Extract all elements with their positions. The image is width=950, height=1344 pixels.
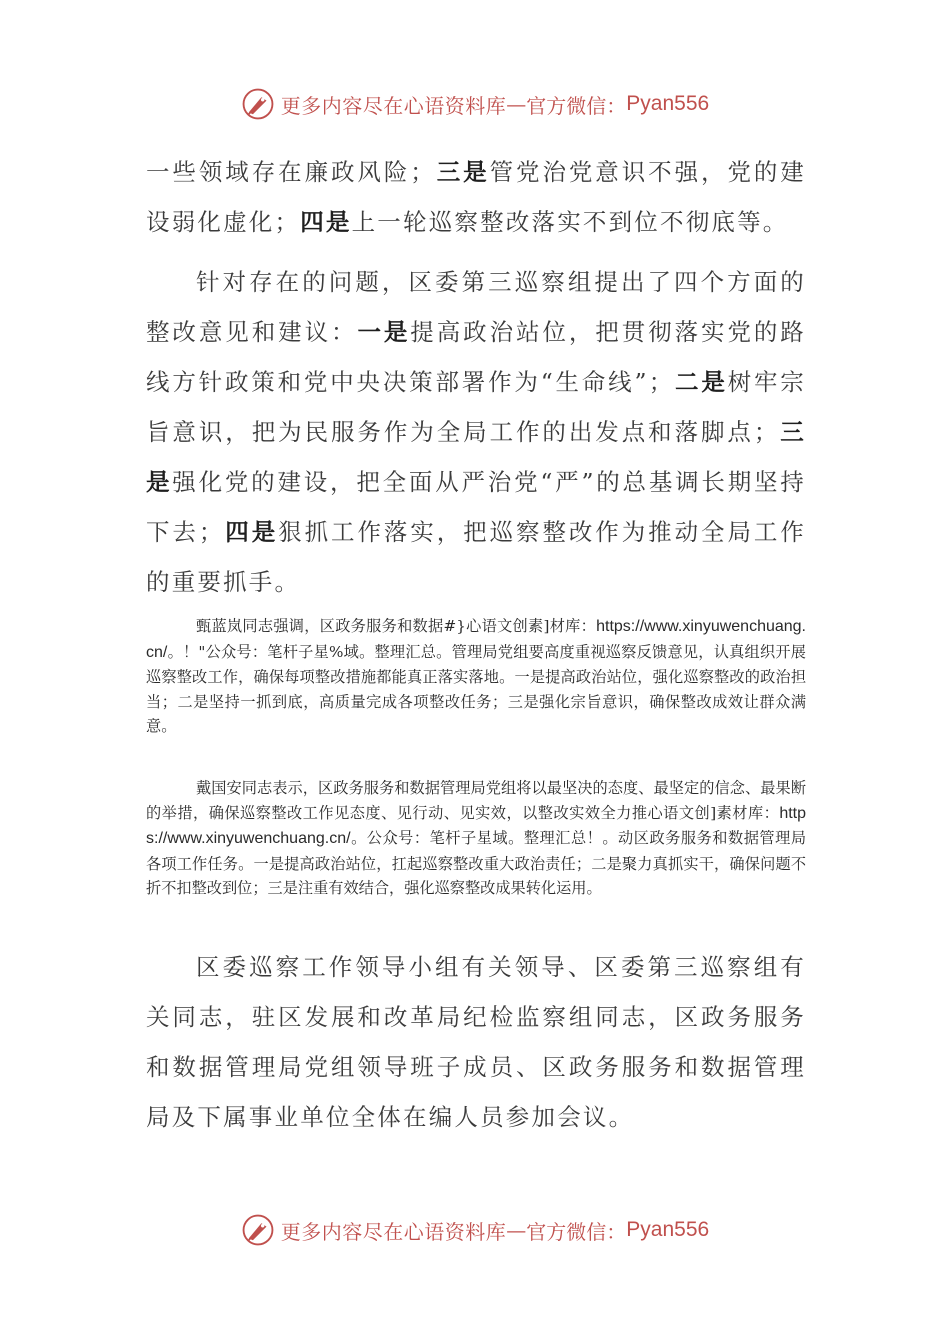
brand-title: 更多内容尽在心语资料库 xyxy=(280,1219,507,1244)
paragraph-dai-guoan-remarks xyxy=(146,776,806,901)
text-segment: 一些领域存在廉政风险； xyxy=(146,158,436,186)
bold-marker: 三是 xyxy=(436,158,490,186)
bold-marker: 四是 xyxy=(224,518,279,546)
text-segment: 甄蓝岚同志强调，区政务服务和数据#}心语文创素]材库： xyxy=(196,617,597,635)
wechat-label: 官方微信： xyxy=(526,1219,627,1244)
text-segment: 树牢宗旨意识，把为民服务作为全局工作的出发点和落脚点； xyxy=(146,368,806,446)
paragraph-attendees: 区委巡察工作领导小组有关领导、区委第三巡察组有关同志，驻区发展和改革局纪检监察组同志，区政务服务和数据管理局党组领导班子成员、区政务服务和数据管理局及下属事业单位全体在编人员参加会议。 xyxy=(146,953,806,1131)
pen-nib-icon xyxy=(241,87,275,121)
text-segment: 提高政治站位，把贯彻落实党的路线方针政策和党中央决策部署作为“生命线”； xyxy=(146,318,806,396)
text-segment: 戴国安同志表示，区政务服务和数据管理局党组将以最坚决的态度、最坚定的信念、最果断的举措，确保巡察整改工作见态度、见行动、见实效，以整改实效全力推心语文创]素材库： xyxy=(146,779,806,822)
text-segment: 针对存在的问题，区委第三巡察组提出了四个方面的整改意见和建议： xyxy=(146,268,806,346)
wechat-id: Pyan556 xyxy=(626,1218,710,1241)
text-segment: 强化党的建设，把全面从严治党“严”的总基调长期坚持下去； xyxy=(146,468,806,546)
header-watermark xyxy=(0,84,950,124)
wechat-label: 官方微信： xyxy=(526,93,627,118)
wechat-id: Pyan556 xyxy=(626,92,710,115)
pen-nib-icon xyxy=(241,1213,275,1247)
brand-separator: — xyxy=(506,1218,527,1242)
text-segment: 。公众号：笔杆子星域。整理汇总！。动区政务服务和数据管理局各项工作任务。一是提高政治站位，扛起巡察整改重大政治责任；二是聚力真抓实干，确保问题不折不扣整改到位；三是注重有效结合，强化巡察整改成果转化运用。 xyxy=(146,829,806,897)
paragraph-rectification-suggestions xyxy=(146,257,806,607)
url-text: https://www.xinyuwenchuang.cn/ xyxy=(146,804,806,847)
text-segment: 管党治党意识不强，党的建设弱化虚化； xyxy=(146,158,807,236)
text-segment: 。！"公众号：笔杆子星%域。整理汇总。管理局党组要高度重视巡察反馈意见，认真组织开展巡察整改工作，确保每项整改措施都能真正落实落地。一是提高政治站位，强化巡察整改的政治担当；二是坚持一抓到底，高质量完成各项整改任务；三是强化宗旨意识，确保整改成效让群众满意。 xyxy=(146,642,806,735)
footer-watermark xyxy=(0,1210,950,1250)
text-segment: 上一轮巡察整改落实不到位不彻底等。 xyxy=(351,208,789,236)
bold-marker: 二是 xyxy=(674,368,728,396)
url-text: https://www.xinyuwenchuang.cn/ xyxy=(146,618,806,661)
bold-marker: 四是 xyxy=(300,208,352,236)
paragraph-zhen-lanlan-remarks xyxy=(146,614,806,739)
brand-separator: — xyxy=(506,92,527,116)
brand-title: 更多内容尽在心语资料库 xyxy=(280,93,507,118)
paragraph-problems-continued xyxy=(146,147,806,247)
bold-marker: 一是 xyxy=(357,318,411,346)
bold-marker: 三是 xyxy=(146,418,806,496)
text-segment: 狠抓工作落实，把巡察整改作为推动全局工作的重要抓手。 xyxy=(146,518,806,596)
